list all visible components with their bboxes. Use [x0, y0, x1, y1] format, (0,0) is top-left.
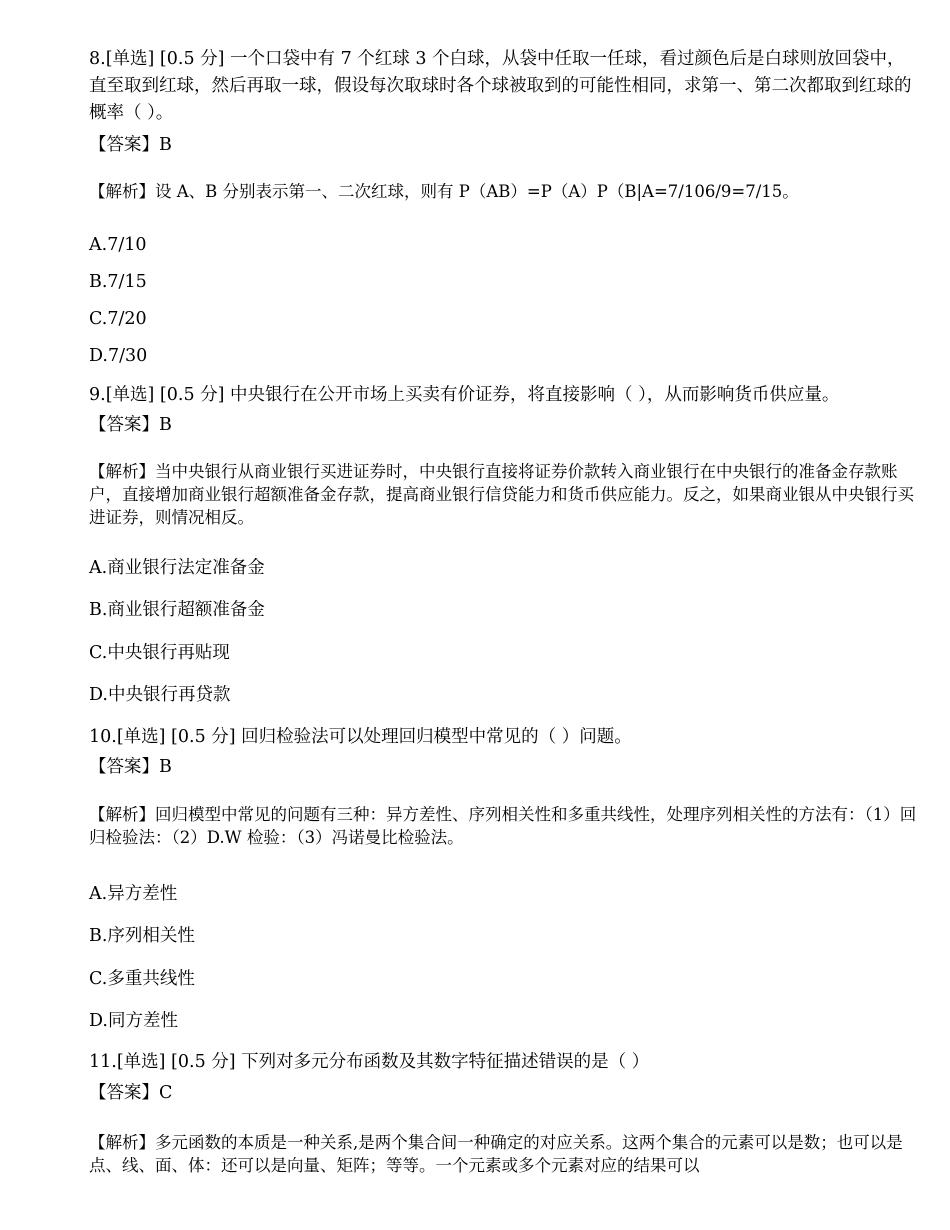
- option-b: B.序列相关性: [89, 926, 195, 946]
- question-9-block: [89, 382, 919, 438]
- question-10-block: [89, 724, 919, 780]
- answer-label: 【答案】C: [89, 1083, 173, 1103]
- question-8-analysis: [89, 180, 919, 203]
- analysis-text: 【解析】多元函数的本质是一种关系,是两个集合间一种确定的对应关系。这两个集合的元素可以是数；也可以是点、线、面、体：还可以是向量、矩阵；等等。一个元素或多个元素对应的结果可以: [89, 1133, 903, 1175]
- option-d: D.中央银行再贷款: [89, 685, 231, 705]
- option-a: A.异方差性: [89, 884, 178, 904]
- analysis-text: 【解析】当中央银行从商业银行买进证券时，中央银行直接将证券价款转入商业银行在中央银行的准备金存款账户，直接增加商业银行超额准备金存款，提高商业银行信贷能力和货币供应能力。反之，如果商业银从中央银行买进证券，则情况相反。: [89, 462, 914, 527]
- question-11-analysis: [89, 1131, 919, 1177]
- option-d: D.同方差性: [89, 1011, 178, 1031]
- question-11-block: [89, 1049, 919, 1106]
- question-stem: 11.[单选] [0.5 分] 下列对多元分布函数及其数字特征描述错误的是（ ）: [89, 1052, 650, 1072]
- analysis-text: 【解析】设 A、B 分别表示第一、二次红球，则有 P（AB）=P（A）P（B|A=7/106/9=7/15。: [89, 182, 799, 201]
- option-a: A.7/10: [89, 235, 147, 255]
- question-10-analysis: [89, 803, 919, 849]
- option-d: D.7/30: [89, 346, 148, 366]
- option-c: C.7/20: [89, 309, 147, 329]
- answer-label: 【答案】B: [89, 757, 172, 777]
- question-9-analysis: [89, 460, 919, 529]
- option-c: C.多重共线性: [89, 969, 195, 989]
- option-a: A.商业银行法定准备金: [89, 558, 265, 578]
- option-c: C.中央银行再贴现: [89, 643, 230, 663]
- question-stem: 8.[单选] [0.5 分] 一个口袋中有 7 个红球 3 个白球，从袋中任取一任球，看过颜色后是白球则放回袋中，直至取到红球，然后再取一球，假设每次取球时各个球被取到的可能性相同，求第一、第二次都取到红球的概率（ ）。: [89, 49, 912, 123]
- answer-label: 【答案】B: [89, 135, 172, 155]
- question-8-block: [89, 46, 919, 158]
- question-stem: 10.[单选] [0.5 分] 回归检验法可以处理回归模型中常见的（ ）问题。: [89, 727, 632, 747]
- option-b: B.7/15: [89, 272, 147, 292]
- option-b: B.商业银行超额准备金: [89, 600, 265, 620]
- question-stem: 9.[单选] [0.5 分] 中央银行在公开市场上买卖有价证券，将直接影响（ ），从而影响货币供应量。: [89, 385, 840, 405]
- answer-label: 【答案】B: [89, 415, 172, 435]
- analysis-text: 【解析】回归模型中常见的问题有三种：异方差性、序列相关性和多重共线性，处理序列相关性的方法有：（1）回归检验法：（2）D.W 检验：（3）冯诺曼比检验法。: [89, 805, 917, 847]
